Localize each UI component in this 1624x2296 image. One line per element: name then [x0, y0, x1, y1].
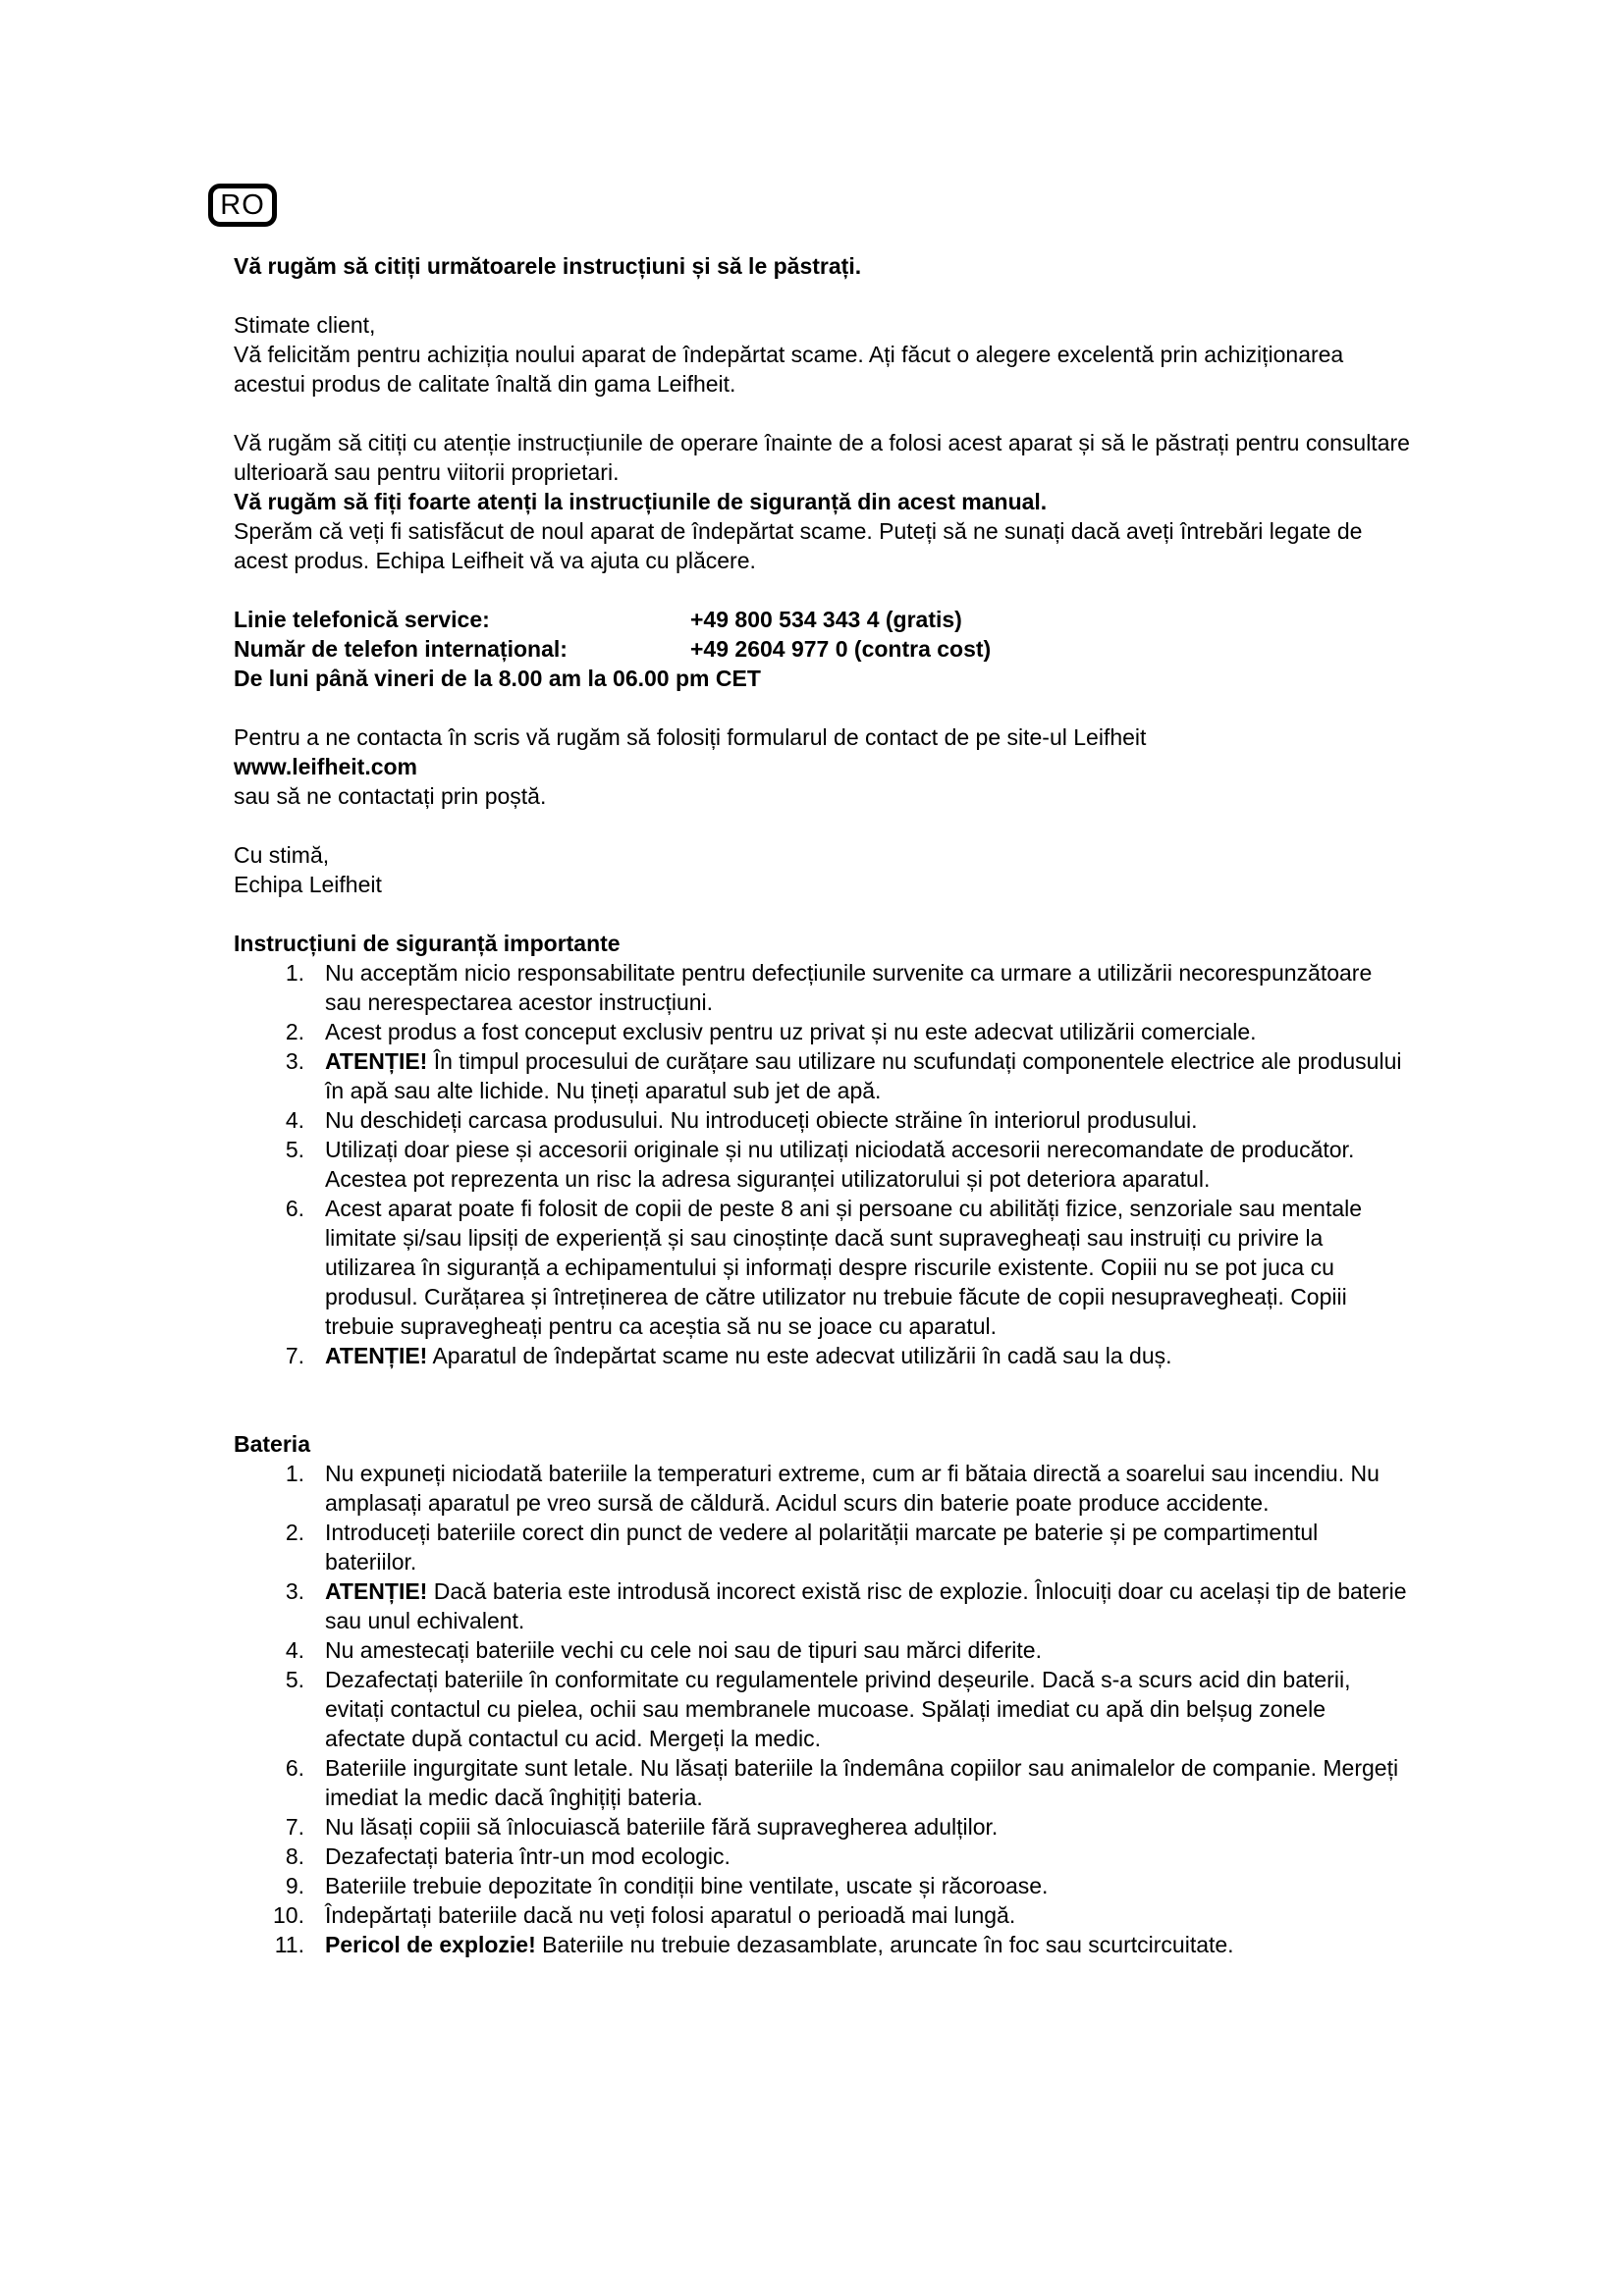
office-hours: De luni până vineri de la 8.00 am la 06.00 pm CET: [234, 666, 761, 691]
battery-item: [234, 1900, 1412, 1930]
service-line-value: +49 800 534 343 4 (gratis): [690, 607, 962, 632]
intro-paragraph: Vă felicităm pentru achiziția noului aparat de îndepărtat scame. Ați făcut o alegere excelentă prin achiziționarea acestui produs de calitate înaltă din gama Leifheit.: [234, 342, 1344, 397]
list-item-text: Acest aparat poate fi folosit de copii de peste 8 ani și persoane cu abilități fizice, senzoriale sau mentale limitate și/sau lipsiți de experiență și sau cinoștințe dacă sunt supravegheați sau instruiți cu privire la utilizarea în siguranță a echipamentului și informați despre riscurile existente. Copiii nu se pot juca cu produsul. Curățarea și întreținerea de către utilizator nu trebuie făcute de copii nesupravegheați. Copiii trebuie supravegheați pentru ca aceștia să nu se joace cu aparatul.: [325, 1196, 1363, 1339]
list-item-text: Acest produs a fost conceput exclusiv pentru uz privat și nu este adecvat utilizării comerciale.: [325, 1019, 1257, 1044]
safety-section-title: Instrucțiuni de siguranță importante: [234, 931, 621, 956]
list-item-number: 1.: [285, 960, 304, 986]
battery-item: [234, 1635, 1412, 1665]
list-item-number: 3.: [285, 1578, 304, 1604]
battery-item: [234, 1842, 1412, 1871]
list-item-number: 8.: [285, 1843, 304, 1869]
list-item-text: Bateriile nu trebuie dezasamblate, aruncate în foc sau scurtcircuitate.: [542, 1932, 1234, 1957]
list-item-number: 4.: [285, 1107, 304, 1133]
language-badge: RO: [208, 184, 277, 227]
safety-item: [234, 1135, 1412, 1194]
warning-label: ATENȚIE!: [325, 1578, 428, 1604]
battery-item: [234, 1930, 1412, 1959]
intl-phone-value: +49 2604 977 0 (contra cost): [690, 636, 992, 662]
service-line-row: [234, 605, 1412, 634]
website-link[interactable]: www.leifheit.com: [234, 754, 418, 779]
list-item-number: 11.: [274, 1932, 304, 1957]
intl-phone-row: [234, 634, 1412, 664]
list-item-number: 5.: [285, 1137, 304, 1162]
service-line-label: Linie telefonică service:: [234, 607, 490, 632]
list-item-text: Îndepărtați bateriile dacă nu veți folosi aparatul o perioadă mai lungă.: [325, 1902, 1016, 1928]
list-item-text: În timpul procesului de curățare sau utilizare nu scufundați componentele electrice ale produsului în apă sau alte lichide. Nu țineți aparatul sub jet de apă.: [325, 1048, 1402, 1103]
intl-phone-label: Număr de telefon internațional:: [234, 636, 568, 662]
list-item-text: Nu amestecați bateriile vechi cu cele noi sau de tipuri sau mărci diferite.: [325, 1637, 1042, 1663]
warning-label: ATENȚIE!: [325, 1343, 428, 1368]
list-item-number: 6.: [285, 1196, 304, 1221]
battery-list: [234, 1459, 1412, 1959]
battery-item: [234, 1518, 1412, 1576]
list-item-text: Utilizați doar piese și accesorii originale și nu utilizați niciodată accesorii nerecomandate de producător. Acestea pot reprezenta un risc la adresa siguranței utilizatorului și pot deteriora aparatul.: [325, 1137, 1355, 1192]
signature: Echipa Leifheit: [234, 872, 382, 897]
list-item-text: Nu acceptăm nicio responsabilitate pentru defecțiunile survenite ca urmare a utilizării necorespunzătoare sau nerespectarea acestor instrucțiuni.: [325, 960, 1373, 1015]
post-contact-text: sau să ne contactați prin poștă.: [234, 783, 547, 809]
battery-item: [234, 1812, 1412, 1842]
document-body: [234, 251, 1412, 1959]
battery-item: [234, 1576, 1412, 1635]
list-item-number: 2.: [285, 1019, 304, 1044]
list-item-number: 3.: [285, 1048, 304, 1074]
list-item-number: 7.: [285, 1343, 304, 1368]
warning-label: ATENȚIE!: [325, 1048, 428, 1074]
list-item-number: 2.: [285, 1520, 304, 1545]
list-item-number: 9.: [285, 1873, 304, 1898]
list-item-text: Nu lăsați copiii să înlocuiască bateriile fără supravegherea adulților.: [325, 1814, 999, 1840]
safety-item: [234, 1105, 1412, 1135]
closing: Cu stimă,: [234, 842, 330, 868]
list-item-number: 4.: [285, 1637, 304, 1663]
safety-item: [234, 1194, 1412, 1341]
list-item-number: 6.: [285, 1755, 304, 1781]
list-item-text: Bateriile trebuie depozitate în condiții bine ventilate, uscate și răcoroase.: [325, 1873, 1049, 1898]
safety-item: [234, 1046, 1412, 1105]
battery-item: [234, 1753, 1412, 1812]
list-item-text: Dezafectați bateria într-un mod ecologic.: [325, 1843, 731, 1869]
attention-notice: Vă rugăm să fiți foarte atenți la instrucțiunile de siguranță din acest manual.: [234, 489, 1048, 514]
list-item-text: Introduceți bateriile corect din punct de vedere al polarității marcate pe baterie și pe compartimentul bateriilor.: [325, 1520, 1319, 1575]
read-notice: Vă rugăm să citiți cu atenție instrucțiunile de operare înainte de a folosi acest aparat și să le păstrați pentru consultare ulterioară sau pentru viitorii proprietari.: [234, 430, 1410, 485]
list-item-text: Nu expuneți niciodată bateriile la temperaturi extreme, cum ar fi bătaia directă a soarelui sau incendiu. Nu amplasați aparatul pe vreo sursă de căldură. Acidul scurs din baterie poate produce accidente.: [325, 1461, 1380, 1516]
hope-paragraph: Sperăm că veți fi satisfăcut de noul aparat de îndepărtat scame. Puteți să ne sunați dacă aveți întrebări legate de acest produs. Echipa Leifheit vă va ajuta cu plăcere.: [234, 518, 1363, 573]
battery-section-title: Bateria: [234, 1431, 310, 1457]
list-item-text: Dacă bateria este introdusă incorect există risc de explozie. Înlocuiți doar cu același tip de baterie sau unul echivalent.: [325, 1578, 1407, 1633]
list-item-text: Aparatul de îndepărtat scame nu este adecvat utilizării în cadă sau la duș.: [432, 1343, 1172, 1368]
safety-item: [234, 1017, 1412, 1046]
safety-item: [234, 958, 1412, 1017]
list-item-text: Dezafectați bateriile în conformitate cu regulamentele privind deșeurile. Dacă s-a scurs acid din baterii, evitați contactul cu pielea, ochii sau membranele mucoase. Spălați imediat cu apă din belșug zonele afectate după contactul cu acid. Mergeți la medic.: [325, 1667, 1351, 1751]
battery-item: [234, 1871, 1412, 1900]
list-item-number: 5.: [285, 1667, 304, 1692]
warning-label: Pericol de explozie!: [325, 1932, 536, 1957]
list-item-text: Bateriile ingurgitate sunt letale. Nu lăsați bateriile la îndemâna copiilor sau animalelor de companie. Mergeți imediat la medic dacă înghițiți bateria.: [325, 1755, 1399, 1810]
page-heading: Vă rugăm să citiți următoarele instrucțiuni și să le păstrați.: [234, 253, 862, 279]
battery-item: [234, 1665, 1412, 1753]
written-contact-text: Pentru a ne contacta în scris vă rugăm să folosiți formularul de contact de pe site-ul Leifheit: [234, 724, 1147, 750]
list-item-text: Nu deschideți carcasa produsului. Nu introduceți obiecte străine în interiorul produsului.: [325, 1107, 1198, 1133]
list-item-number: 1.: [285, 1461, 304, 1486]
greeting: Stimate client,: [234, 312, 376, 338]
safety-list: [234, 958, 1412, 1370]
battery-item: [234, 1459, 1412, 1518]
list-item-number: 10.: [273, 1902, 304, 1928]
safety-item: [234, 1341, 1412, 1370]
list-item-number: 7.: [285, 1814, 304, 1840]
